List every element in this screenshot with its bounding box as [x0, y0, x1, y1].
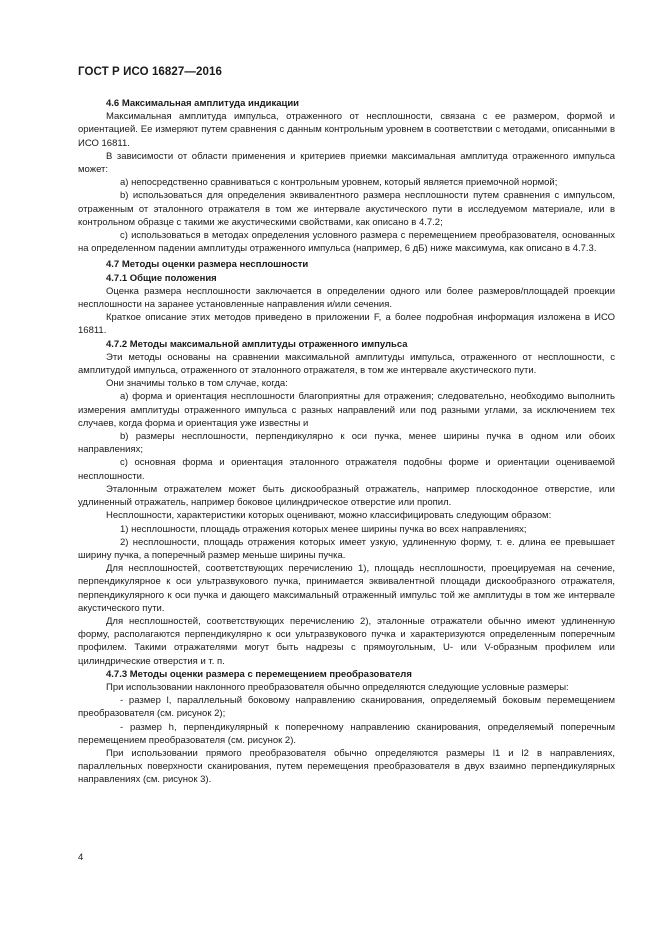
paragraph: При использовании прямого преобразователя обычно определяются размеры l1 и l2 в направлениях, параллельных поверхности сканирования, путем перемещения преобразователя в двух взаимно перпендикулярных направлениях (см. рисунок 3). [78, 747, 615, 786]
paragraph: Эти методы основаны на сравнении максимальной амплитуды импульса, отраженного от несплошности, с амплитудой импульса, отраженного от эталонного отражателя, в том же интервале акустического пути. [78, 351, 615, 377]
list-item: 1) несплошности, площадь отражения которых менее ширины пучка во всех направлениях; [120, 523, 527, 535]
paragraph: Краткое описание этих методов приведено в приложении F, а более подробная информация изложена в ИСО 16811. [78, 312, 615, 337]
list-item: b) размеры несплошности, перпендикулярно к оси пучка, менее ширины пучка в одном или обоих направлениях; [78, 431, 615, 456]
section-heading-4-7-3: 4.7.3 Методы оценки размера с перемещением преобразователя [106, 668, 412, 680]
list-item: - размер h, перпендикулярный к поперечному направлению сканирования, определяемый поперечным перемещением преобразователя (см. рисунок 2). [78, 721, 615, 746]
list-item: - размер l, параллельный боковому направлению сканирования, определяемый боковым перемещением преобразователя (см. рисунок 2); [78, 695, 615, 720]
section-heading-4-6: 4.6 Максимальная амплитуда индикации [106, 98, 299, 109]
paragraph: Несплошности, характеристики которых оценивают, можно классифицировать следующим образом: [106, 510, 552, 522]
list-item: c) использоваться в методах определения условного размера с перемещением преобразователя, основанных на определенном падении амплитуды отраженного импульса (например, 6 дБ) ниже максимума, как описано в 4.7.3. [78, 230, 615, 255]
paragraph: Эталонным отражателем может быть дискообразный отражатель, например плоскодонное отверстие, или удлиненный отражатель, например боковое цилиндрическое отверстие или пропил. [78, 483, 615, 509]
standard-header: ГОСТ Р ИСО 16827—2016 [78, 66, 223, 78]
section-heading-4-7-1: 4.7.1 Общие положения [106, 272, 217, 284]
paragraph: Максимальная амплитуда импульса, отраженного от несплошности, связана с ее размером, формой и ориентацией. Ее измеряют путем сравнения с данным контрольным уровнем в соответствии с методами, описанными в ИСО 16811. [78, 111, 615, 149]
paragraph: Для несплошностей, соответствующих перечислению 1), площадь несплошности, проецируемая на сечение, перпендикулярное к оси ультразвукового пучка, принимается эквивалентной площади дискообразного отражателя, перпендикулярного к оси пучка и дающего максимальный отраженный импульс той же амплитуды в том же интервале акустического пути. [78, 563, 615, 614]
list-item: 2) несплошности, площадь отражения которых имеет узкую, удлиненную форму, т. е. длина ее превышает ширину пучка, а поперечный размер меньше ширины пучка. [78, 536, 615, 561]
paragraph: Для несплошностей, соответствующих перечислению 2), эталонные отражатели обычно имеют удлиненную форму, располагаются перпендикулярно к оси ультразвукового пучка и характеризуются определенным поперечным профилем. Такими отражателями могут быть надрезы с прямоугольным, U- или V-образным профилем или цилиндрические отверстия и т. п. [78, 615, 615, 667]
paragraph: В зависимости от области применения и критериев приемки максимальная амплитуда отраженного импульса может: [78, 150, 615, 176]
paragraph: При использовании наклонного преобразователя обычно определяются следующие условные размеры: [106, 681, 569, 693]
list-item: c) основная форма и ориентация эталонного отражателя подобны форме и ориентации оцениваемой несплошности. [78, 457, 615, 482]
paragraph: Оценка размера несплошности заключается в определении одного или более размеров/площадей проекции несплошности на заранее установленные направления и/или сечения. [78, 285, 615, 311]
document-body [78, 94, 615, 787]
section-heading-4-7-2: 4.7.2 Методы максимальной амплитуды отраженного импульса [106, 338, 408, 350]
list-item: b) использоваться для определения эквивалентного размера несплошности путем сравнения с импульсом, отраженным от эталонного отражателя в том же интервале акустического пути в исследуемом материале, или в контрольном образце с такими же акустическими свойствами, как описано в 4.7.2; [78, 190, 615, 228]
page-number: 4 [78, 852, 84, 863]
paragraph: Они значимы только в том случае, когда: [106, 378, 288, 390]
section-heading-4-7: 4.7 Методы оценки размера несплошности [106, 259, 309, 271]
list-item: a) форма и ориентация несплошности благоприятны для отражения; следовательно, необходимо выполнить измерения амплитуды отраженного импульса с разных направлений или под разными углами, за исключением тех случаев, когда форма и ориентация уже известны и [78, 391, 615, 429]
list-item: a) непосредственно сравниваться с контрольным уровнем, который является приемочной нормой; [120, 177, 558, 189]
